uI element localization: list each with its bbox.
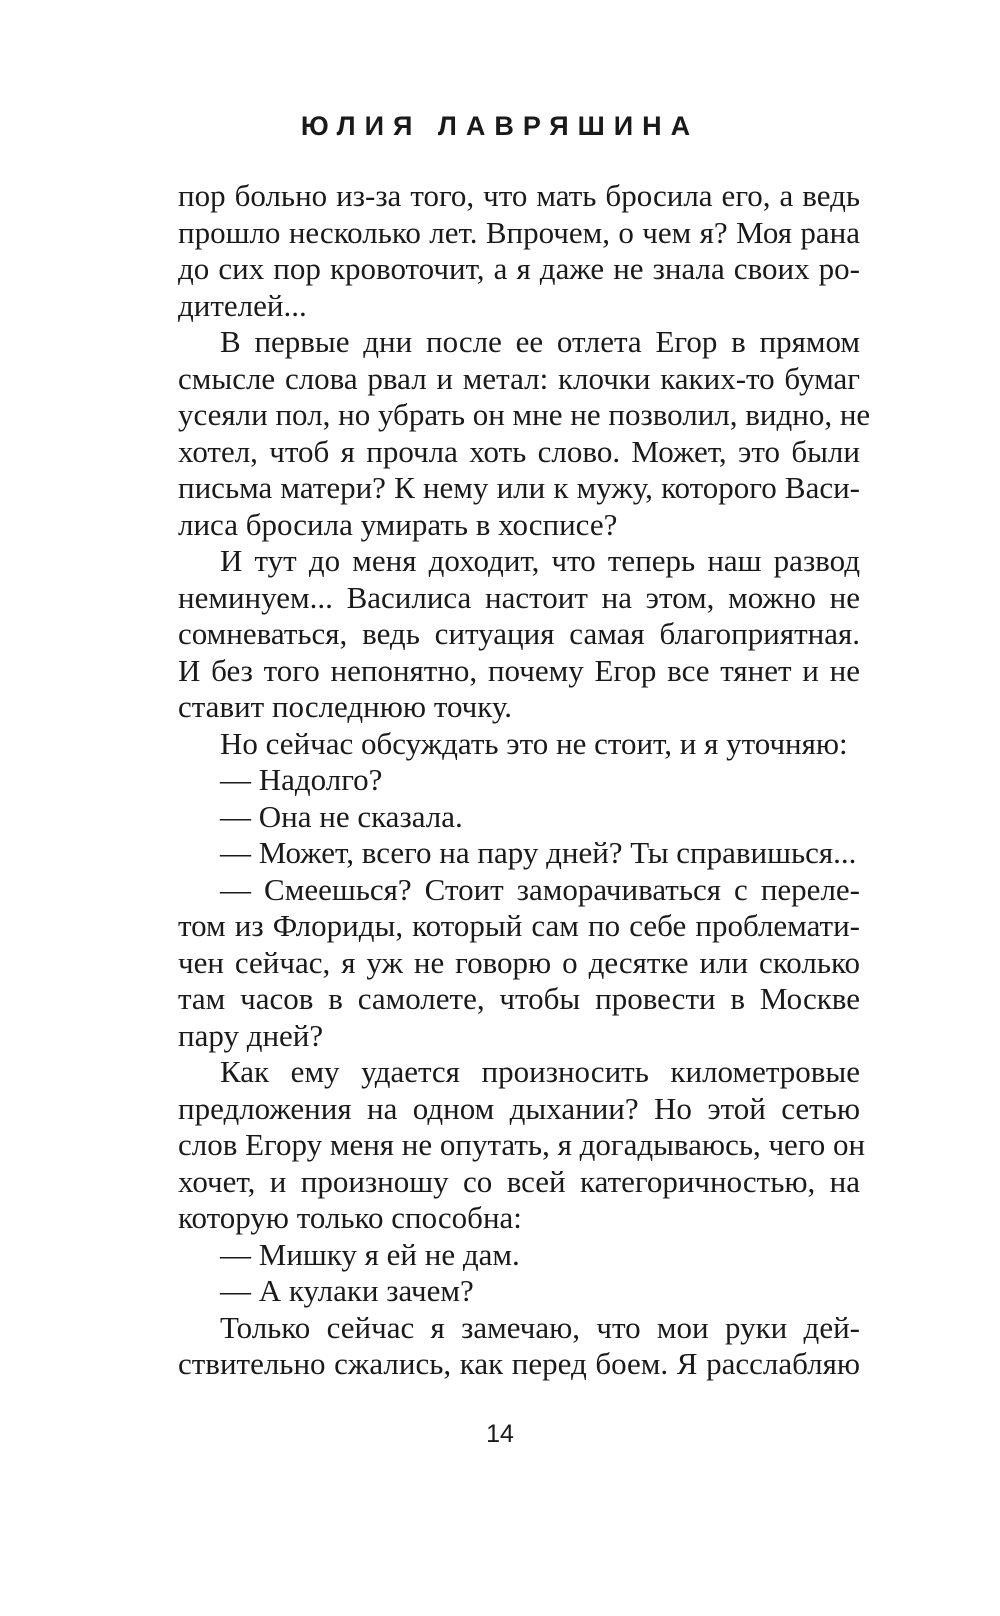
text-line: — Мишку я ей не дам. [220, 1236, 520, 1272]
text-line: хотел, чтоб я прочла хоть слово. Может, это были [178, 433, 860, 469]
text-line: И без того непонятно, почему Егор все тянет и не [178, 652, 860, 688]
text-line: слов Егору меня не опутать, я догадываюсь, чего он [178, 1127, 866, 1162]
text-line: там часов в самолете, чтобы провести в Москве [178, 981, 860, 1016]
text-line: — Надолго? [220, 762, 383, 797]
text-line: дителей... [178, 287, 307, 323]
text-line: прошло несколько лет. Впрочем, о чем я? Моя рана [178, 214, 860, 250]
text-line: чен сейчас, я уж не говорю о десятке или сколько [178, 944, 860, 980]
body-text [178, 178, 871, 1383]
text-line: письма матери? К нему или к мужу, которого Васи- [178, 470, 860, 505]
text-line: которую только способна: [178, 1200, 522, 1235]
text-line: предложения на одном дыхании? Но этой сетью [178, 1090, 860, 1126]
text-line: ствительно сжались, как перед боем. Я расслабляю [178, 1346, 860, 1381]
text-line: В первые дни после ее отлета Егор в прямом [220, 324, 860, 359]
text-line: пор больно из-за того, что мать бросила его, а ведь [178, 178, 860, 213]
text-line: пару дней? [178, 1017, 324, 1053]
page-number: 14 [486, 1420, 514, 1448]
text-line: смысле слова рвал и метал: клочки каких-то бумаг [178, 360, 860, 396]
text-line: неминуем... Василиса настоит на этом, можно не [178, 579, 860, 615]
text-line: — Может, всего на пару дней? Ты справишься... [220, 835, 857, 870]
text-line: до сих пор кровоточит, а я даже не знала своих ро- [178, 251, 860, 286]
text-line: усеяли пол, но убрать он мне не позволил, видно, не [178, 397, 871, 432]
text-line: — Смеешься? Стоит заморачиваться с переле- [220, 871, 860, 907]
text-line: хочет, и произношу со всей категоричностью, на [178, 1163, 860, 1199]
text-line: — Она не сказала. [220, 798, 463, 834]
text-line: — А кулаки зачем? [220, 1273, 474, 1308]
text-line: лиса бросила умирать в хосписе? [178, 506, 618, 542]
text-line: том из Флориды, который сам по себе проблемати- [178, 908, 860, 943]
text-line: ставит последнюю точку. [178, 689, 513, 724]
text-line: Как ему удается произносить километровые [220, 1054, 860, 1089]
text-line: И тут до меня доходит, что теперь наш развод [220, 543, 860, 578]
text-line: Только сейчас я замечаю, что мои руки дей- [220, 1309, 860, 1345]
text-line: сомневаться, ведь ситуация самая благоприятная. [178, 616, 860, 651]
text-line: Но сейчас обсуждать это не стоит, и я уточняю: [220, 725, 848, 761]
running-head-author: ЮЛИЯ ЛАВРЯШИНА [300, 111, 700, 141]
